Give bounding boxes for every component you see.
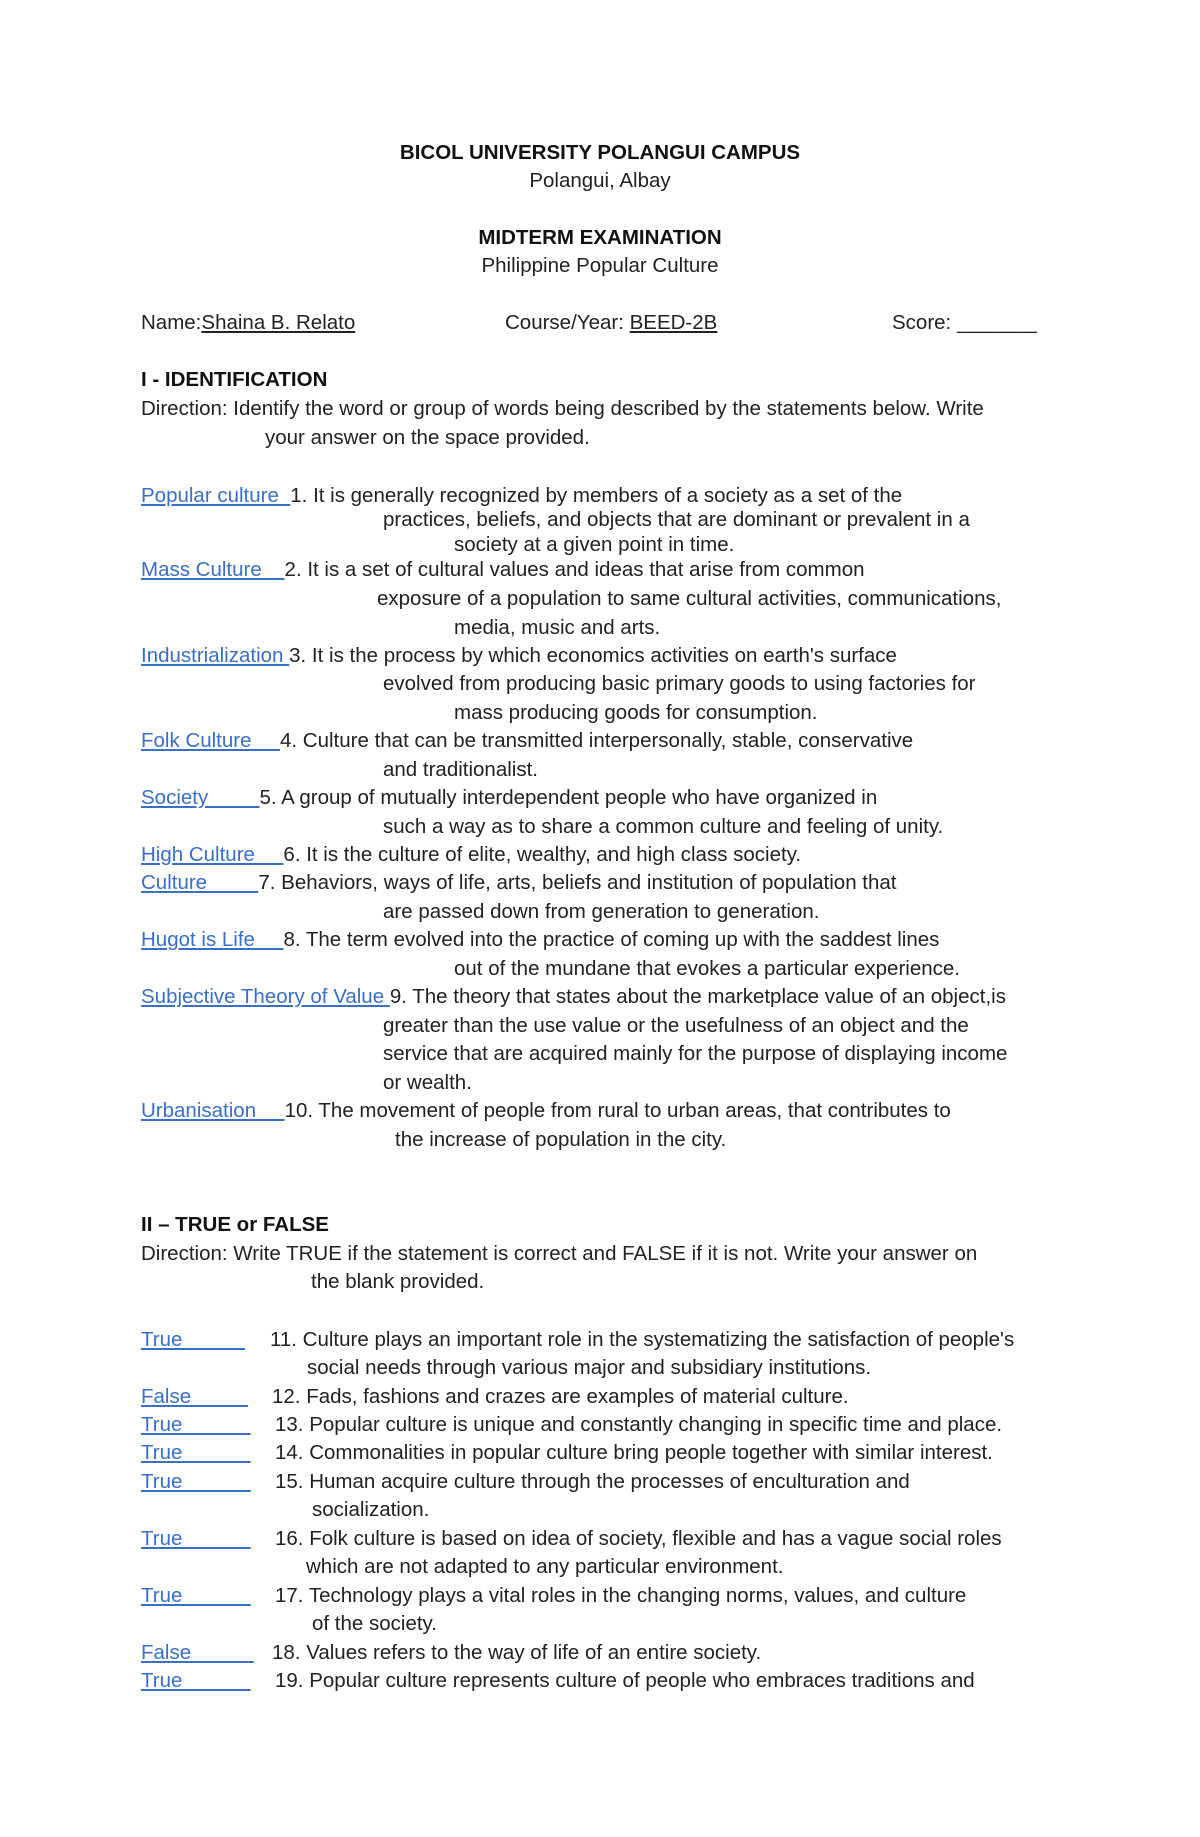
list-item bbox=[141, 1529, 1002, 1550]
question-10-cont: the increase of population in the city. bbox=[395, 1128, 727, 1151]
question-6: 6. It is the culture of elite, wealthy, and high class society. bbox=[283, 843, 802, 866]
question-8: 8. The term evolved into the practice of coming up with the saddest lines bbox=[283, 928, 940, 951]
name-label: Name: bbox=[141, 311, 202, 334]
section-identification-direction: Direction: Identify the word or group of words being described by the statements below. Write bbox=[141, 397, 984, 420]
answer-12: False bbox=[141, 1385, 249, 1408]
question-5: 5. A group of mutually interdependent people who have organized in bbox=[259, 786, 878, 809]
list-item bbox=[141, 1643, 761, 1664]
score-blank: _______ bbox=[956, 311, 1037, 334]
question-17: 17. Technology plays a vital roles in the changing norms, values, and culture bbox=[275, 1584, 967, 1607]
question-18: 18. Values refers to the way of life of an entire society. bbox=[272, 1641, 762, 1664]
question-3-cont: mass producing goods for consumption. bbox=[454, 701, 818, 724]
answer-8: Hugot is Life bbox=[141, 928, 284, 951]
section-identification-title: I - IDENTIFICATION bbox=[141, 368, 328, 391]
question-9-cont: or wealth. bbox=[383, 1071, 472, 1094]
section-true-false-direction-cont: the blank provided. bbox=[311, 1270, 485, 1293]
question-14: 14. Commonalities in popular culture bring people together with similar interest. bbox=[275, 1441, 993, 1464]
score-label: Score: bbox=[892, 311, 957, 334]
answer-7: Culture bbox=[141, 871, 259, 894]
list-item bbox=[141, 845, 801, 866]
answer-14: True bbox=[141, 1441, 251, 1464]
answer-3: Industrialization bbox=[141, 644, 290, 667]
list-item bbox=[141, 930, 939, 951]
question-3: 3. It is the process by which economics activities on earth's surface bbox=[289, 644, 897, 667]
answer-16: True bbox=[141, 1527, 251, 1550]
answer-6: High Culture bbox=[141, 843, 284, 866]
question-4-cont: and traditionalist. bbox=[383, 758, 538, 781]
answer-11: True bbox=[141, 1328, 246, 1351]
question-7-cont: are passed down from generation to generation. bbox=[383, 900, 820, 923]
question-9-cont: service that are acquired mainly for the purpose of displaying income bbox=[383, 1042, 1008, 1065]
question-2-cont: media, music and arts. bbox=[454, 616, 661, 639]
question-1-cont: practices, beliefs, and objects that are dominant or prevalent in a bbox=[383, 508, 970, 531]
list-item bbox=[141, 1472, 910, 1493]
exam-title: MIDTERM EXAMINATION bbox=[478, 226, 722, 249]
list-item bbox=[141, 486, 902, 507]
question-11-cont: social needs through various major and subsidiary institutions. bbox=[307, 1356, 872, 1379]
question-2: 2. It is a set of cultural values and ideas that arise from common bbox=[284, 558, 865, 581]
list-item bbox=[141, 560, 865, 581]
list-item bbox=[141, 1101, 951, 1122]
section-identification-direction-cont: your answer on the space provided. bbox=[265, 426, 590, 449]
answer-10: Urbanisation bbox=[141, 1099, 285, 1122]
question-9: 9. The theory that states about the marketplace value of an object,is bbox=[389, 985, 1006, 1008]
score-row bbox=[892, 313, 1037, 334]
question-13: 13. Popular culture is unique and constantly changing in specific time and place. bbox=[275, 1413, 1003, 1436]
question-15-cont: socialization. bbox=[312, 1498, 430, 1521]
course-year-row bbox=[505, 313, 717, 334]
answer-15: True bbox=[141, 1470, 251, 1493]
question-9-cont: greater than the use value or the usefulness of an object and the bbox=[383, 1014, 969, 1037]
answer-2: Mass Culture bbox=[141, 558, 285, 581]
section-true-false-direction: Direction: Write TRUE if the statement is correct and FALSE if it is not. Write your answer on bbox=[141, 1242, 978, 1265]
list-item bbox=[141, 731, 913, 752]
list-item bbox=[141, 1443, 993, 1464]
campus-location: Polangui, Albay bbox=[529, 169, 671, 192]
student-name-row bbox=[141, 313, 355, 334]
question-16: 16. Folk culture is based on idea of society, flexible and has a vague social roles bbox=[275, 1527, 1002, 1550]
question-19: 19. Popular culture represents culture of people who embraces traditions and bbox=[275, 1669, 975, 1692]
answer-1: Popular culture bbox=[141, 484, 291, 507]
list-item bbox=[141, 1671, 975, 1692]
answer-19: True bbox=[141, 1669, 251, 1692]
list-item bbox=[141, 788, 877, 809]
answer-9: Subjective Theory of Value bbox=[141, 985, 390, 1008]
question-11: 11. Culture plays an important role in the systematizing the satisfaction of people's bbox=[270, 1328, 1015, 1351]
list-item bbox=[141, 1415, 1002, 1436]
question-16-cont: which are not adapted to any particular environment. bbox=[306, 1555, 784, 1578]
answer-17: True bbox=[141, 1584, 251, 1607]
question-17-cont: of the society. bbox=[312, 1612, 437, 1635]
answer-13: True bbox=[141, 1413, 251, 1436]
question-2-cont: exposure of a population to same cultural activities, communications, bbox=[377, 587, 1002, 610]
question-8-cont: out of the mundane that evokes a particular experience. bbox=[454, 957, 960, 980]
course-label: Course/Year: bbox=[505, 311, 630, 334]
list-item bbox=[141, 873, 897, 894]
university-name: BICOL UNIVERSITY POLANGUI CAMPUS bbox=[399, 141, 801, 164]
question-4: 4. Culture that can be transmitted interpersonally, stable, conservative bbox=[280, 729, 914, 752]
list-item bbox=[141, 1586, 966, 1607]
section-true-false-title: II – TRUE or FALSE bbox=[141, 1213, 329, 1236]
question-15: 15. Human acquire culture through the processes of enculturation and bbox=[275, 1470, 910, 1493]
question-5-cont: such a way as to share a common culture and feeling of unity. bbox=[383, 815, 944, 838]
question-1-cont: society at a given point in time. bbox=[454, 533, 735, 556]
question-3-cont: evolved from producing basic primary goods to using factories for bbox=[383, 672, 976, 695]
question-10: 10. The movement of people from rural to urban areas, that contributes to bbox=[284, 1099, 951, 1122]
question-12: 12. Fads, fashions and crazes are examples of material culture. bbox=[272, 1385, 849, 1408]
subject-name: Philippine Popular Culture bbox=[481, 254, 719, 277]
answer-4: Folk Culture bbox=[141, 729, 280, 752]
list-item bbox=[141, 1387, 849, 1408]
answer-18: False bbox=[141, 1641, 254, 1664]
question-7: 7. Behaviors, ways of life, arts, beliefs and institution of population that bbox=[258, 871, 897, 894]
question-1: 1. It is generally recognized by members of a society as a set of the bbox=[290, 484, 903, 507]
course-value: BEED-2B bbox=[629, 311, 718, 334]
answer-5: Society bbox=[141, 786, 260, 809]
list-item bbox=[141, 987, 1006, 1008]
list-item bbox=[141, 646, 897, 667]
name-value: Shaina B. Relato bbox=[201, 311, 356, 334]
list-item bbox=[141, 1330, 1014, 1351]
